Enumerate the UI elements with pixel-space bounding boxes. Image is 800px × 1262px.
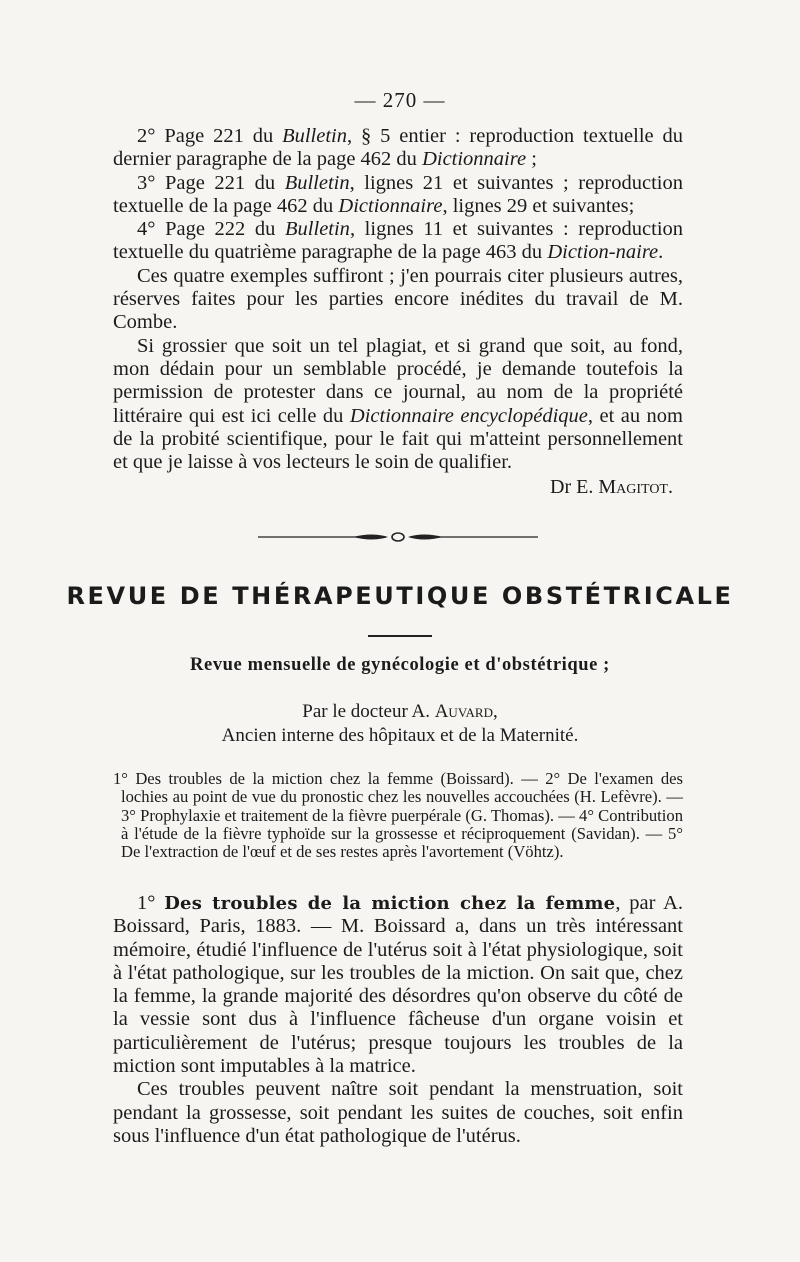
bulletin-ref: Bulletin xyxy=(285,218,350,241)
byline-suffix: , xyxy=(492,701,498,722)
signature-name: Magitot. xyxy=(598,476,673,499)
item-text: , lignes 29 et suivantes; xyxy=(442,194,635,217)
item-text: , § 5 entier : reproduction textuelle du dernier paragraphe de la page 462 du xyxy=(113,125,684,171)
summary-text: 1° Des troubles de la miction chez la femme (Boissard). — 2° De l'examen des lochies au point de vue du pronostic chez les nouvelles accouchées (H. Lefèvre). — 3° Prophylaxie et traitement de la fièvre puerpérale (G. Thomas). — 4° Contribution à l'étude de la fièvre typhoïde sur la grossesse et réciproquement (Savidan). — 5° De l'extraction de l'œuf et de ses restes après l'avortement (Vöhtz). xyxy=(113,769,683,862)
item-text: . xyxy=(658,241,664,264)
dictionnaire-ref: Dictionnaire xyxy=(422,148,527,171)
author-name: Auvard xyxy=(434,701,493,722)
intro-item-2 xyxy=(113,125,683,172)
item-text: 4° Page 222 du xyxy=(137,218,286,241)
author-line xyxy=(0,700,800,724)
byline-prefix: Par le docteur A. xyxy=(302,701,435,722)
dictionnaire-ref: Dictionnaire xyxy=(338,194,443,217)
item-text: ; xyxy=(526,148,537,171)
signature xyxy=(113,476,683,499)
item-text: 3° Page 221 du xyxy=(137,171,285,194)
section-title: REVUE DE THÉRAPEUTIQUE OBSTÉTRICALE xyxy=(66,582,734,610)
bulletin-ref: Bulletin xyxy=(282,125,347,147)
signature-title: Dr E. xyxy=(550,476,599,499)
summary-block xyxy=(113,770,683,861)
article-heading: Des troubles de la miction chez la femme xyxy=(164,893,616,914)
bulletin-ref: Bulletin xyxy=(284,171,350,194)
article-number: 1° xyxy=(137,892,156,914)
item-text: 2° Page 221 du xyxy=(137,125,283,147)
paragraph-protest xyxy=(113,335,683,475)
intro-item-4 xyxy=(113,218,683,265)
title-rule xyxy=(368,635,432,637)
article-paragraph-2: Ces troubles peuvent naître soit pendant la menstruation, soit pendant la grossesse, soit pendant les suites de couches, soit enfin sous l'influence d'un état pathologique de l'utérus. xyxy=(113,1078,683,1147)
protest-text: , et au nom de la probité scientifique, pour le fait qui m'atteint personnellement et que je laisse à vos lecteurs le soin de qualifier. xyxy=(113,404,683,474)
intro-item-3 xyxy=(113,172,683,219)
section-subtitle: Revue mensuelle de gynécologie et d'obstétrique ; xyxy=(190,655,610,675)
protest-text: Si grossier que soit un tel plagiat, et si grand que soit, au fond, mon dédain pour un semblable procédé, je demande toutefois la permission de protester dans ce journal, au nom de la propriété littéraire qui est ici celle du xyxy=(113,334,683,427)
intro-block xyxy=(113,125,683,500)
byline xyxy=(0,700,800,748)
item-text: , lignes 11 et suivantes : reproduction textuelle du quatrième paragraphe de la page 463 du xyxy=(113,218,684,264)
dictionnaire-ref: Dictionnaire encyclopédique xyxy=(349,404,588,427)
dictionnaire-ref: Diction-naire xyxy=(547,241,659,264)
page-number: — 270 — xyxy=(354,88,446,112)
article-text: , par A. Boissard, Paris, 1883. — M. Boissard a, dans un très intéressant mémoire, étudié l'influence de l'utérus soit à l'état physiologique, soit à l'état pathologique, sur les troubles de la miction. On sait que, chez la femme, la grande majorité des désordres qu'on observe du côté de la vessie sont dus à l'influence fâcheuse d'un organe voisin et particulièrement de l'utérus; presque toujours les troubles de la miction sont imputables à la matrice. xyxy=(113,892,683,1078)
author-role: Ancien interne des hôpitaux et de la Maternité. xyxy=(221,725,579,746)
article-paragraph-1 xyxy=(113,892,683,1078)
paragraph-examples: Ces quatre exemples suffiront ; j'en pourrais citer plusieurs autres, réserves faites pour les parties encore inédites du travail de M. Combe. xyxy=(113,264,683,334)
item-text: , lignes 21 et suivantes ; reproduction textuelle de la page 462 du xyxy=(113,171,683,217)
ornament-divider xyxy=(258,526,538,548)
article-block xyxy=(113,892,683,1148)
